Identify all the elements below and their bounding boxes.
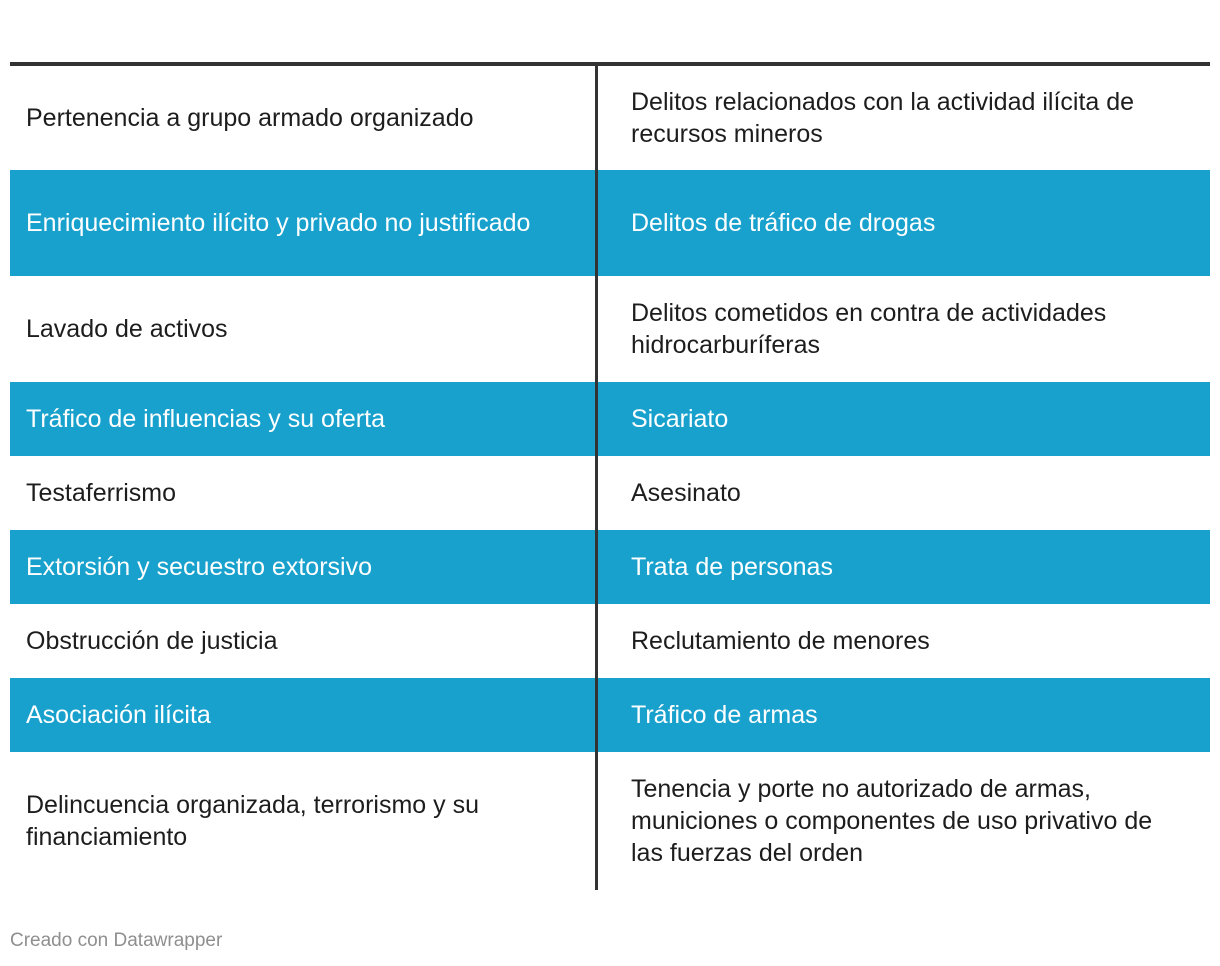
table-cell-right: Tenencia y porte no autorizado de armas, municiones o componentes de uso privativo de las fuerzas del orden xyxy=(595,752,1210,890)
table-row xyxy=(10,66,1210,170)
datawrapper-credit-link[interactable]: Creado con Datawrapper xyxy=(10,930,223,951)
table-cell-right: Sicariato xyxy=(595,382,1210,456)
table-cell-left: Lavado de activos xyxy=(26,315,228,343)
table-cell-left: Obstrucción de justicia xyxy=(26,627,278,655)
table-cell-right: Delitos de tráfico de drogas xyxy=(595,170,1210,276)
table-row xyxy=(10,752,1210,890)
table-cell-right: Delitos relacionados con la actividad ilícita de recursos mineros xyxy=(595,66,1210,170)
table-row xyxy=(10,456,1210,530)
table-cell-right: Asesinato xyxy=(595,456,1210,530)
table-cell-right: Tráfico de armas xyxy=(595,678,1210,752)
table-cell-right: Reclutamiento de menores xyxy=(595,604,1210,678)
table-cell-left: Pertenencia a grupo armado organizado xyxy=(26,104,474,132)
table-row xyxy=(10,604,1210,678)
table-cell-left: Testaferrismo xyxy=(26,479,177,507)
crimes-table xyxy=(10,62,1210,890)
table-cell-right: Trata de personas xyxy=(595,530,1210,604)
table-row xyxy=(10,382,1210,456)
table-cell-left: Enriquecimiento ilícito y privado no justificado xyxy=(26,209,531,237)
table-cell-left: Delincuencia organizada, terrorismo y su financiamiento xyxy=(26,791,479,851)
table-cell-right: Delitos cometidos en contra de actividades hidrocarburíferas xyxy=(595,276,1210,382)
table-row xyxy=(10,530,1210,604)
table-row xyxy=(10,276,1210,382)
table-cell-left: Extorsión y secuestro extorsivo xyxy=(26,553,372,581)
table-row xyxy=(10,678,1210,752)
table-row xyxy=(10,170,1210,276)
table-cell-left: Asociación ilícita xyxy=(26,701,211,729)
table-cell-left: Tráfico de influencias y su oferta xyxy=(26,405,385,433)
